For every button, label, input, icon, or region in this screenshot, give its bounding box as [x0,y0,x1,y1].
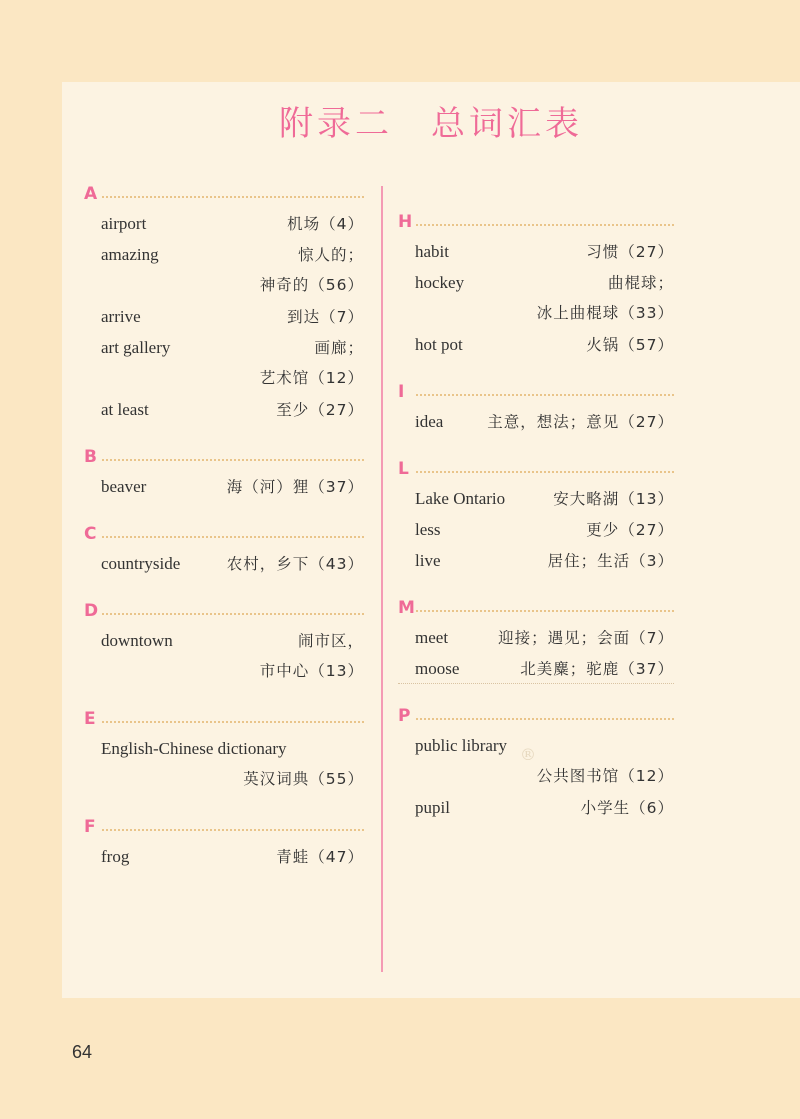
chinese-meaning: 闹市区， [297,632,364,650]
vocab-entry [415,267,674,329]
dotted-rule [416,610,674,612]
section-c [84,522,364,579]
english-word: at least [101,400,149,419]
entry-row [415,483,674,514]
chinese-meaning: 到达（7） [287,308,364,326]
chinese-meaning: 安大略湖（13） [553,490,674,508]
entry-list [84,733,364,795]
section-l [398,457,674,576]
entry-row [101,625,364,656]
section-header [398,704,674,730]
section-letter: A [84,184,98,204]
english-word: arrive [101,307,141,326]
section-letter: I [398,382,405,402]
entry-row [101,764,364,795]
registered-mark: ® [520,745,536,764]
entry-row [101,363,364,394]
chinese-meaning: 火锅（57） [586,336,674,354]
dotted-rule [416,718,674,720]
entry-row [101,208,364,239]
vocab-entry [415,483,674,514]
section-letter: D [84,601,99,621]
english-word: Lake Ontario [415,489,506,508]
english-word: countryside [101,554,181,573]
english-word: beaver [101,477,147,496]
entry-row [415,792,674,823]
english-word: moose [415,659,460,678]
dotted-rule [102,459,364,461]
vocab-entry [415,406,674,437]
english-word: hot pot [415,335,463,354]
dotted-rule [102,829,364,831]
entry-list [398,730,674,823]
entry-row [415,730,674,761]
vocab-entry [101,625,364,687]
chinese-meaning: 惊人的； [297,246,364,264]
section-header [84,522,364,548]
vocab-entry [101,239,364,301]
chinese-meaning: 机场（4） [287,215,364,233]
english-word: live [415,551,441,570]
left-column [84,182,364,892]
section-header [84,815,364,841]
english-word: downtown [101,631,173,650]
vocab-entry [101,301,364,332]
vocab-entry [415,792,674,823]
section-header [398,457,674,483]
section-letter: H [398,212,413,232]
vocab-entry [415,653,674,684]
section-f [84,815,364,872]
chinese-meaning: 主意，想法；意见（27） [487,413,674,431]
vocab-entry [415,622,674,653]
english-word: meet [415,628,449,647]
entry-row [415,236,674,267]
english-word: pupil [415,798,450,817]
section-header [84,182,364,208]
entry-row [101,548,364,579]
entry-row [415,298,674,329]
chinese-meaning: 至少（27） [276,401,364,419]
vocab-entry [101,394,364,425]
chinese-meaning: 习惯（27） [586,243,674,261]
page-title: 附录二 总词汇表 [279,104,583,144]
dotted-rule [102,196,364,198]
chinese-meaning: 北美麋；驼鹿（37） [520,660,674,678]
vocab-entry [415,730,674,792]
section-header [84,707,364,733]
vocab-entry [101,208,364,239]
english-word: idea [415,412,444,431]
section-a [84,182,364,425]
entry-row [415,329,674,360]
vocab-entry [101,332,364,394]
entry-list [398,483,674,576]
entry-row [415,267,674,298]
right-column [398,210,674,843]
dotted-rule [102,721,364,723]
entry-row [415,406,674,437]
chinese-meaning: 公共图书馆（12） [536,767,674,785]
english-word: English-Chinese dictionary [101,739,287,758]
entry-list [84,625,364,687]
column-divider [381,186,383,972]
chinese-meaning: 青蛙（47） [276,848,364,866]
chinese-meaning: 神奇的（56） [259,276,364,294]
entry-row [101,656,364,687]
chinese-meaning: 居住；生活（3） [547,552,674,570]
section-e [84,707,364,795]
vocab-entry [101,548,364,579]
section-header [84,445,364,471]
chinese-meaning: 迎接；遇见；会面（7） [498,629,674,647]
english-word: hockey [415,273,465,292]
english-word: public library [415,736,508,755]
entry-row [415,622,674,653]
section-m [398,596,674,684]
vocab-entry [415,514,674,545]
section-h [398,210,674,360]
section-letter: E [84,709,96,729]
english-word: frog [101,847,130,866]
entry-row [415,514,674,545]
section-i [398,380,674,437]
entry-list [398,236,674,360]
chinese-meaning: 曲棍球； [607,274,674,292]
section-m-rule [398,683,674,684]
section-letter: B [84,447,97,467]
english-word: habit [415,242,449,261]
vocab-entry [415,545,674,576]
entry-row [101,394,364,425]
english-word: airport [101,214,147,233]
section-header [84,599,364,625]
vocab-entry [415,329,674,360]
dotted-rule [416,471,674,473]
entry-row [415,545,674,576]
entry-row [101,471,364,502]
section-header [398,596,674,622]
section-header [398,380,674,406]
section-b [84,445,364,502]
entry-row [101,301,364,332]
entry-row [101,332,364,363]
entry-row [415,653,674,684]
entry-row [415,761,674,792]
page-number: 64 [72,1042,93,1062]
section-header [398,210,674,236]
section-letter: C [84,524,97,544]
english-word: less [415,520,441,539]
section-letter: M [398,598,415,618]
section-p [398,704,674,823]
chinese-meaning: 冰上曲棍球（33） [536,304,674,322]
chinese-meaning: 小学生（6） [580,799,674,817]
dotted-rule [102,536,364,538]
chinese-meaning: 艺术馆（12） [259,369,364,387]
entry-list [84,208,364,425]
vocab-entry [101,841,364,872]
entry-list [84,548,364,579]
chinese-meaning: 市中心（13） [259,662,364,680]
english-word: amazing [101,245,159,264]
vocab-entry [101,733,364,795]
vocab-entry [101,471,364,502]
dotted-rule [416,224,674,226]
chinese-meaning: 农村，乡下（43） [226,555,364,573]
chinese-meaning: 更少（27） [586,521,674,539]
chinese-meaning: 画廊； [314,339,364,357]
section-letter: L [398,459,409,479]
section-letter: P [398,706,411,726]
chinese-meaning: 英汉词典（55） [243,770,364,788]
entry-list [84,471,364,502]
entry-row [101,239,364,270]
section-letter: F [84,817,96,837]
chinese-meaning: 海（河）狸（37） [226,478,364,496]
dotted-rule [102,613,364,615]
english-word: art gallery [101,338,171,357]
entry-row [101,270,364,301]
section-d [84,599,364,687]
entry-list [398,406,674,437]
dotted-rule [416,394,674,396]
entry-row [101,733,364,764]
entry-list [398,622,674,684]
entry-row [101,841,364,872]
entry-list [84,841,364,872]
vocab-entry [415,236,674,267]
